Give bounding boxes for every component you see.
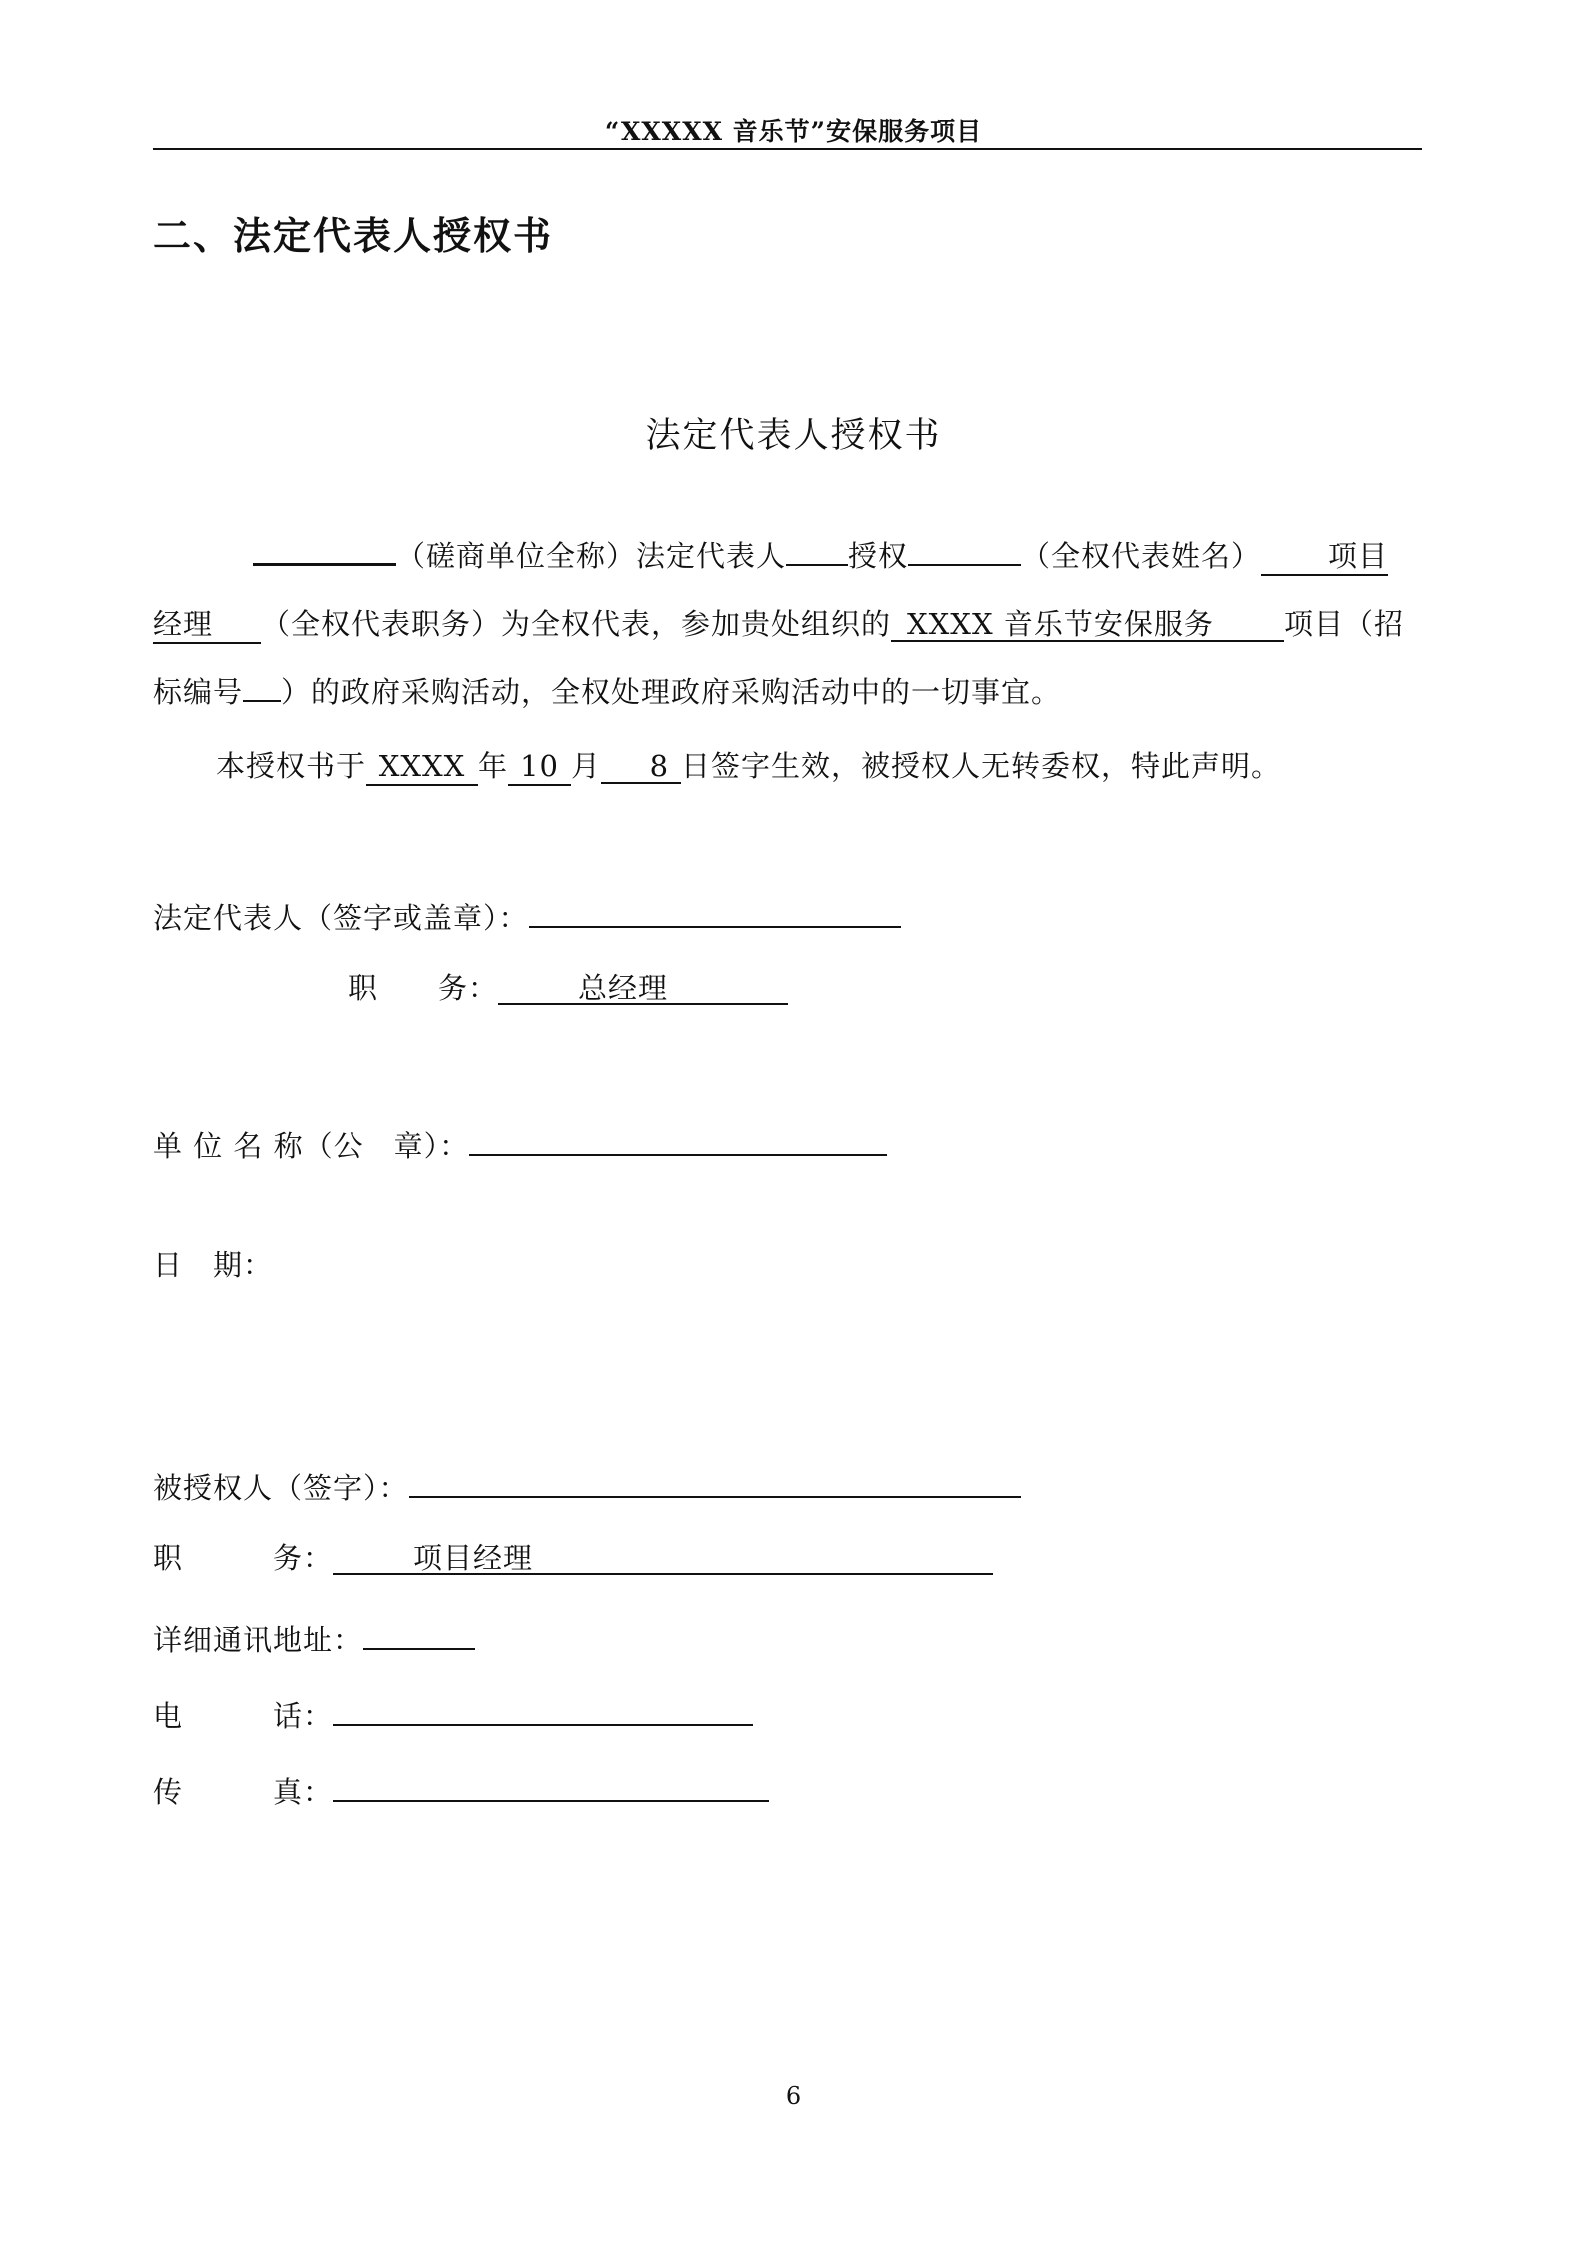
delegate-position-fill-2[interactable]: 经理 [153, 606, 261, 644]
unit-name-line[interactable] [469, 1120, 887, 1156]
paragraph-text: 本授权书于 [216, 749, 367, 783]
paragraph-text: 日签字生效，被授权人无转委权，特此声明。 [681, 749, 1282, 783]
header-rule [153, 148, 1422, 150]
authorized-signature-field [153, 1462, 1021, 1508]
address-field [153, 1614, 475, 1660]
field-label: 电 话： [153, 1699, 334, 1733]
document-title: 法定代表人授权书 [645, 416, 942, 456]
paragraph-text: （全权代表姓名） [1021, 539, 1262, 573]
field-label: 职 务： [348, 971, 499, 1005]
year-fill[interactable]: XXXX [366, 748, 478, 786]
month-fill[interactable]: 10 [508, 748, 571, 786]
field-label: 传 真： [153, 1775, 334, 1809]
paragraph-text: 授权 [848, 539, 909, 573]
page-number: 6 [785, 2082, 802, 2110]
paragraph-text: 月 [571, 749, 602, 783]
paragraph-text: （全权代表职务）为全权代表，参加贵处组织的 [261, 607, 892, 641]
paragraph-line-1 [153, 522, 1449, 590]
field-label: 单 位 名 称（公 章）： [153, 1129, 470, 1163]
date-field [153, 1245, 273, 1285]
paragraph-line [153, 732, 1449, 800]
paragraph-text: （磋商单位全称）法定代表人 [396, 539, 787, 573]
paragraph-text: ）的政府采购活动，全权处理政府采购活动中的一切事宜。 [281, 675, 1062, 709]
field-label: 日 期： [153, 1248, 274, 1282]
field-label: 职 务： [153, 1541, 334, 1575]
field-label: 法定代表人（签字或盖章）： [153, 901, 529, 935]
legal-rep-signature-line[interactable] [529, 892, 901, 928]
authorized-position-field [153, 1538, 993, 1578]
fax-line[interactable] [333, 1766, 769, 1802]
field-label: 详细通讯地址： [153, 1623, 364, 1657]
tender-number-blank[interactable] [243, 664, 281, 702]
legal-rep-name-blank[interactable] [786, 528, 848, 566]
delegate-position-fill-1[interactable]: 项目 [1261, 538, 1388, 576]
effective-date-paragraph [153, 732, 1449, 800]
fax-field [153, 1766, 769, 1812]
field-label: 被授权人（签字）： [153, 1471, 409, 1505]
section-heading: 二、法定代表人授权书 [153, 213, 554, 258]
legal-rep-signature-field [153, 892, 901, 938]
paragraph-line-2 [153, 590, 1449, 658]
phone-line[interactable] [333, 1690, 753, 1726]
delegate-name-blank[interactable] [908, 528, 1021, 566]
bidder-name-blank[interactable] [253, 527, 396, 566]
legal-rep-position-value[interactable]: 总经理 [498, 971, 788, 1005]
authorized-position-value[interactable]: 项目经理 [333, 1541, 993, 1575]
paragraph-text: 项目（招 [1284, 607, 1405, 641]
paragraph-text: 年 [478, 749, 509, 783]
unit-name-field [153, 1120, 887, 1166]
running-header: “XXXXX 音乐节”安保服务项目 [604, 117, 983, 146]
paragraph-text: 标编号 [153, 675, 244, 709]
paragraph-line-3 [153, 658, 1449, 726]
authorized-signature-line[interactable] [409, 1462, 1021, 1498]
project-name-fill[interactable]: XXXX 音乐节安保服务 [891, 606, 1284, 642]
authorization-paragraph [153, 522, 1449, 726]
phone-field [153, 1690, 753, 1736]
address-line[interactable] [363, 1614, 475, 1650]
legal-rep-position-field [348, 968, 788, 1008]
day-fill[interactable]: 8 [601, 748, 681, 784]
